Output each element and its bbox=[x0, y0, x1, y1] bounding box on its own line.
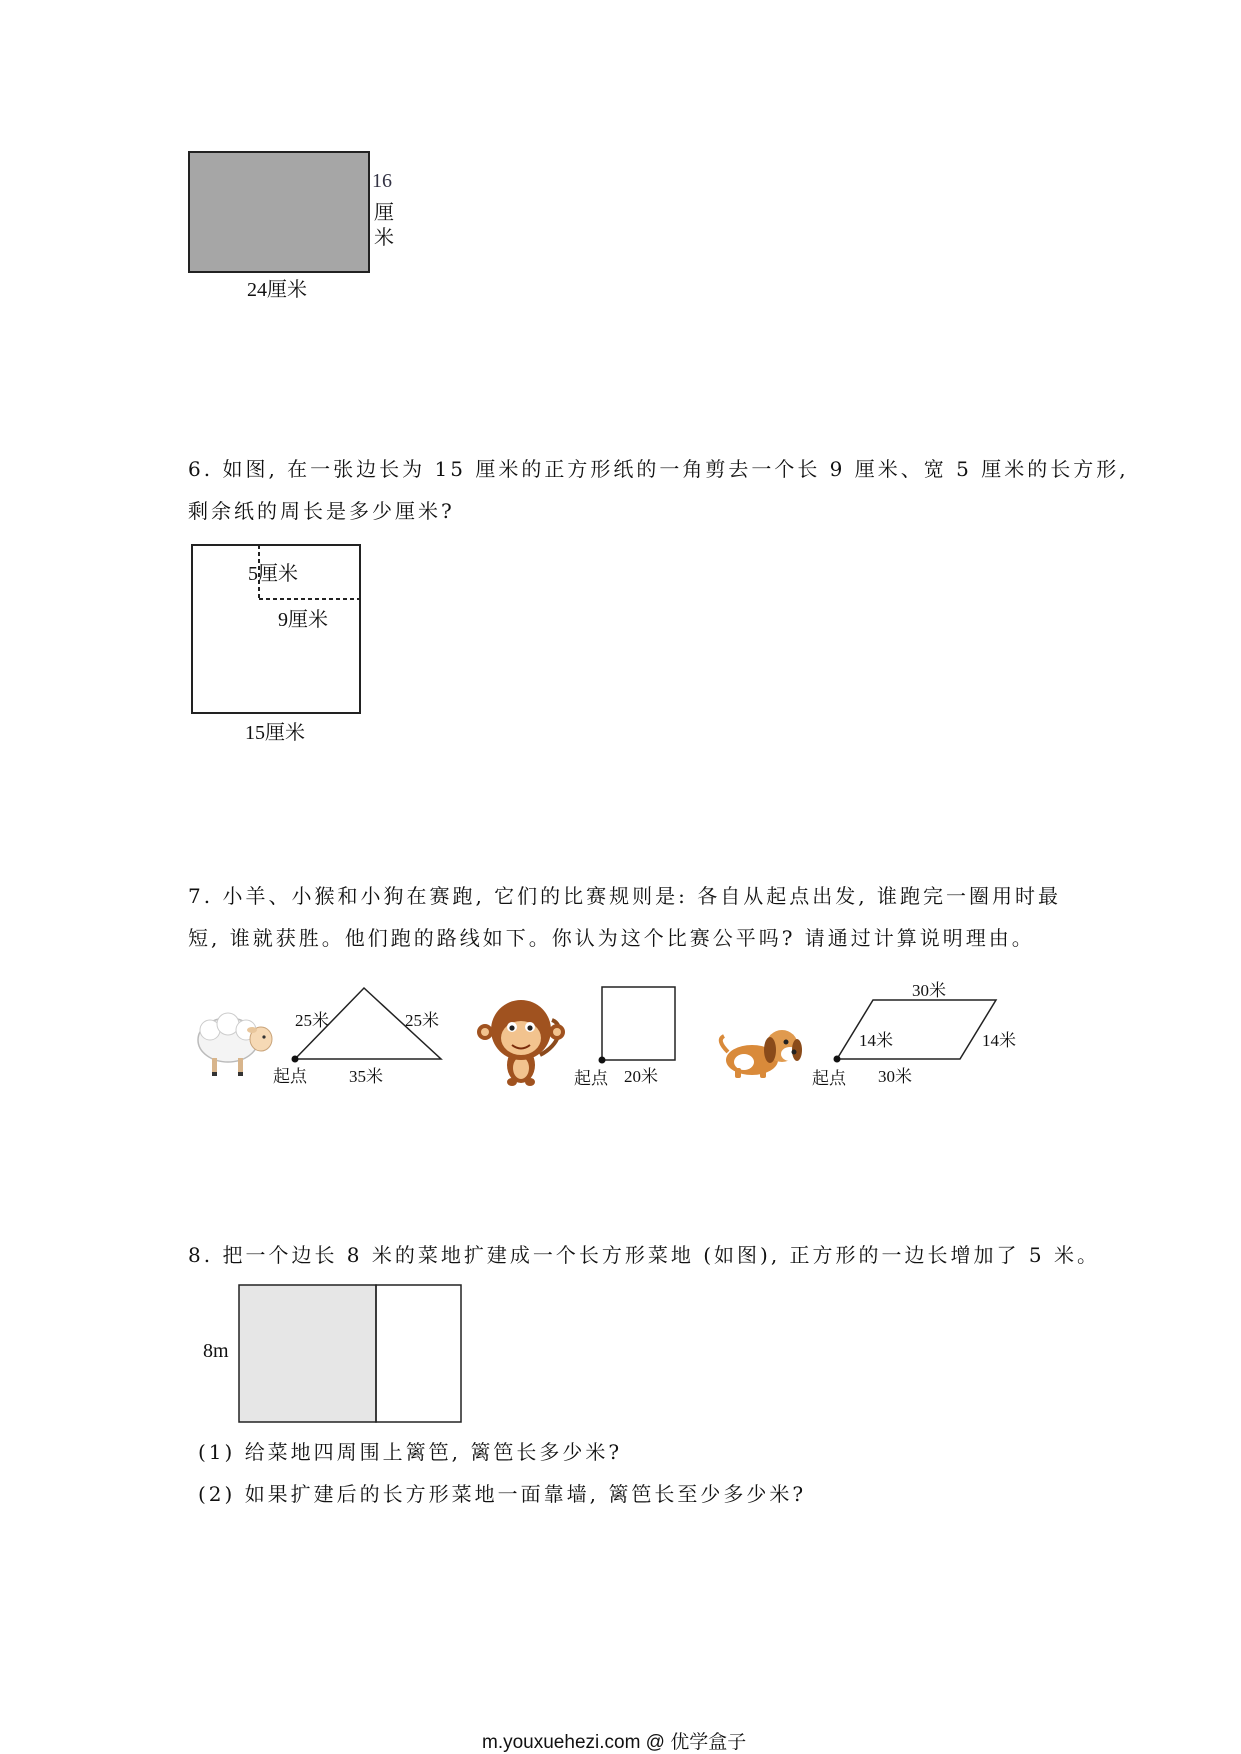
q8-subquestion-2: (2) 如果扩建后的长方形菜地一面靠墙, 篱笆长至少多少米? bbox=[198, 1482, 807, 1506]
q7-text-line1: 7. 小羊、小猴和小狗在赛跑, 它们的比赛规则是: 各自从起点出发, 谁跑完一圈用时最 bbox=[188, 884, 1061, 908]
rect-width-label: 24厘米 bbox=[247, 279, 307, 301]
q8-text-line1: 8. 把一个边长 8 米的菜地扩建成一个长方形菜地 (如图), 正方形的一边长增加了 5 米。 bbox=[188, 1243, 1100, 1267]
triangle-right-label: 25米 bbox=[405, 1011, 439, 1030]
square-start-label: 起点 bbox=[574, 1069, 608, 1088]
triangle-base-label: 35米 bbox=[349, 1067, 383, 1086]
q7-text-line2: 短, 谁就获胜。他们跑的路线如下。你认为这个比赛公平吗? 请通过计算说明理由。 bbox=[188, 926, 1035, 950]
cut-length-label: 9厘米 bbox=[278, 609, 328, 631]
q8-subquestion-1: (1) 给菜地四周围上篱笆, 篱笆长多少米? bbox=[198, 1440, 623, 1464]
original-square-plot bbox=[239, 1285, 376, 1422]
cut-height-label: 5厘米 bbox=[248, 563, 298, 585]
square-side-label: 20米 bbox=[624, 1067, 658, 1086]
q6-text-line2: 剩余纸的周长是多少厘米? bbox=[188, 499, 455, 523]
parallelogram-start-label: 起点 bbox=[812, 1069, 846, 1088]
parallelogram-top-label: 30米 bbox=[912, 981, 946, 1000]
rect-height-unit-1: 厘 bbox=[374, 202, 394, 224]
rect-height-label: 16 bbox=[372, 170, 392, 192]
parallelogram-right-label: 14米 bbox=[982, 1031, 1016, 1050]
square-side-label: 15厘米 bbox=[245, 722, 305, 744]
q6-text-line1: 6. 如图, 在一张边长为 15 厘米的正方形纸的一角剪去一个长 9 厘米、宽 5 厘米的长方形, bbox=[188, 457, 1129, 481]
parallelogram-bottom-label: 30米 bbox=[878, 1067, 912, 1086]
triangle-left-label: 25米 bbox=[295, 1011, 329, 1030]
plot-side-label: 8m bbox=[203, 1340, 229, 1362]
footer-watermark: m.youxuehezi.com @ 优学盒子 bbox=[482, 1732, 747, 1753]
triangle-start-label: 起点 bbox=[273, 1067, 307, 1086]
extension-plot bbox=[376, 1285, 461, 1422]
parallelogram-left-label: 14米 bbox=[859, 1031, 893, 1050]
rect-height-unit-2: 米 bbox=[374, 227, 394, 249]
